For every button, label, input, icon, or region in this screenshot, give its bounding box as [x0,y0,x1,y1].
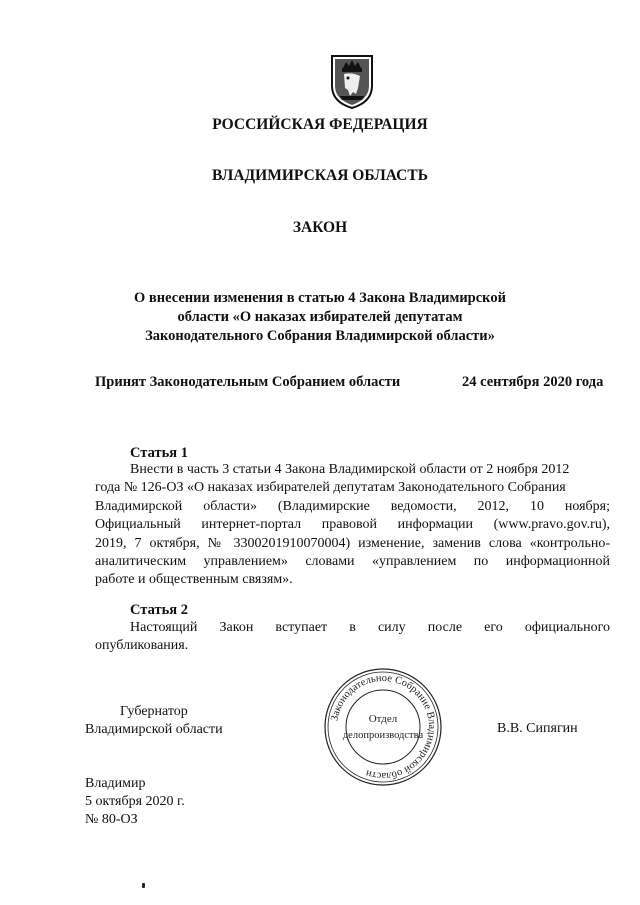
stamp-ring-text: Законодательное Собрание Владимирской области [329,672,438,782]
article-2-line: Настоящий Закон вступает в силу после его официального [130,620,610,635]
article-1-title: Статья 1 [130,445,188,461]
article-1-line: Владимирской области» (Владимирские ведомости, 2012, 10 ноября; [95,498,610,514]
stamp-center-line: Отдел [368,713,398,725]
subject-line: Законодательного Собрания Владимирской области» [145,328,495,344]
article-1-line: Официальный интернет-портал правовой информации (www.pravo.gov.ru), [95,517,610,533]
article-1-line: Внести в часть 3 статьи 4 Закона Владимирской области от 2 ноября 2012 [130,462,570,477]
stamp-center-line: делопроизводства [342,730,424,741]
footer-number: № 80-ОЗ [85,812,138,827]
country-heading: РОССИЙСКАЯ ФЕДЕРАЦИЯ [212,116,428,133]
footer-city: Владимир [85,776,146,791]
article-2-text [95,619,610,656]
adoption-body: Принят Законодательным Собранием области [95,374,401,390]
article-1-line: работе и общественным связям». [95,572,293,588]
signatory-position: Губернатор [120,704,188,719]
subject-line: О внесении изменения в статью 4 Закона Владимирской [134,290,506,306]
signatory-region: Владимирской области [85,722,223,737]
footer-date: 5 октября 2020 г. [85,794,185,809]
region-heading: ВЛАДИМИРСКАЯ ОБЛАСТЬ [212,167,428,184]
article-1-line: 2019, 7 октября, № 3300201910070004) изменение, заменив слова «контрольно- [95,535,610,551]
article-2-line: опубликования. [95,638,189,654]
coat-of-arms-emblem [326,52,378,110]
document-type-heading: ЗАКОН [292,219,348,236]
adoption-date: 24 сентября 2020 года [462,374,604,390]
office-stamp [322,666,444,788]
article-1-line-justified [95,498,610,516]
law-subject [0,289,640,346]
scan-speck [142,883,145,888]
article-1-text [95,461,610,590]
article-1-line: года № 126-ОЗ «О наказах избирателей депутатам Законодательного Собрания [95,480,566,496]
article-2-title: Статья 2 [130,602,188,618]
signatory-name: В.В. Сипягин [497,721,578,736]
subject-line: области «О наказах избирателей депутатам [177,309,463,325]
article-1-line: аналитическим управлением» словами «управлением по информационной [95,554,610,570]
